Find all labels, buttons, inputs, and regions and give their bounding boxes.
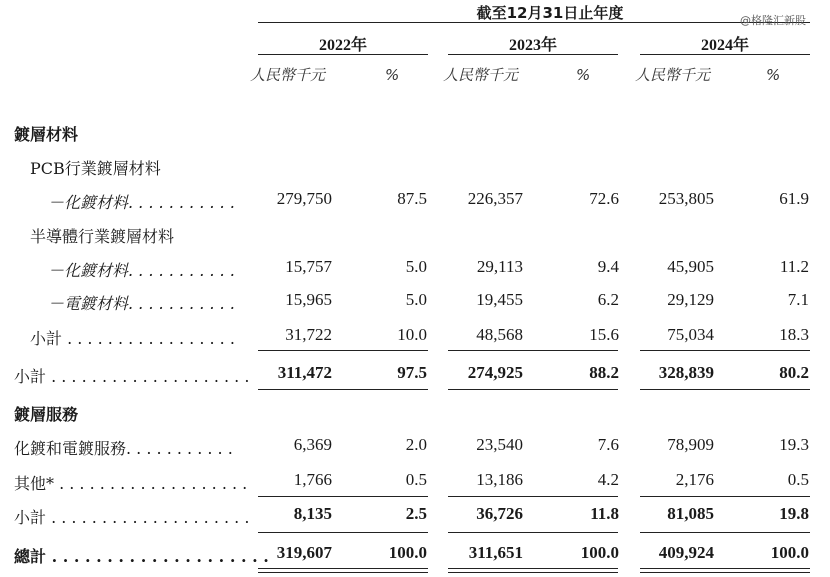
rule-above-total-2022	[258, 532, 428, 533]
value-2023-pct: 11.8	[590, 504, 619, 523]
value-2023-pct: 15.6	[589, 325, 619, 344]
value-2022-pct: 2.0	[405, 435, 427, 454]
row-label: 其他* . . . . . . . . . . . . . . . . . . .	[14, 474, 248, 493]
value-2024-rmb: 29,129	[667, 290, 714, 309]
value-2023-rmb: 29,113	[476, 257, 523, 276]
value-2023-rmb: 36,726	[476, 504, 523, 523]
row-label: 化鍍和電鍍服務. . . . . . . . . . .	[14, 439, 233, 458]
period-rule	[258, 22, 810, 23]
value-2024-pct: 0.5	[787, 470, 809, 489]
rule-under-inner-subtotal-2024	[640, 350, 810, 351]
value-2022-pct: 5.0	[405, 290, 427, 309]
value-2024-pct: 19.3	[779, 435, 809, 454]
value-2023-pct: 88.2	[589, 363, 619, 382]
row-label: －化鍍材料. . . . . . . . . . .	[48, 261, 235, 280]
row-label: 小計 . . . . . . . . . . . . . . . . . . . .	[14, 367, 250, 386]
rule-above-subtotal-2-2022	[258, 496, 428, 497]
period-header: 截至12月31日止年度	[476, 4, 624, 22]
row-label: PCB行業鍍層材料	[30, 159, 161, 178]
value-2024-pct: 100.0	[770, 543, 809, 562]
double-rule-top-2024	[640, 568, 810, 569]
value-2022-rmb: 6,369	[293, 435, 332, 454]
value-2022-pct: 87.5	[397, 189, 427, 208]
value-2024-rmb: 253,805	[658, 189, 714, 208]
double-rule-bottom-2023	[448, 572, 618, 573]
double-rule-top-2023	[448, 568, 618, 569]
row-label: 鍍層材料	[14, 125, 79, 144]
rule-above-subtotal-2-2024	[640, 496, 810, 497]
value-2023-pct: 4.2	[597, 470, 619, 489]
year-2024: 2024年	[700, 37, 749, 54]
value-2022-rmb: 15,757	[285, 257, 332, 276]
value-2022-rmb: 311,472	[277, 363, 332, 382]
value-2023-rmb: 48,568	[476, 325, 523, 344]
value-2024-rmb: 45,905	[667, 257, 714, 276]
value-2023-rmb: 274,925	[467, 363, 523, 382]
unit-rmb-2023: 人民幣千元	[443, 66, 519, 84]
value-2022-pct: 10.0	[397, 325, 427, 344]
value-2022-pct: 5.0	[405, 257, 427, 276]
row-label: 鍍層服務	[14, 405, 79, 424]
row-label: －電鍍材料. . . . . . . . . . .	[48, 294, 235, 313]
value-2022-pct: 2.5	[405, 504, 427, 523]
double-rule-top-2022	[258, 568, 428, 569]
value-2023-rmb: 19,455	[476, 290, 523, 309]
value-2024-rmb: 78,909	[667, 435, 714, 454]
double-rule-bottom-2022	[258, 572, 428, 573]
row-label: 小計 . . . . . . . . . . . . . . . . . . . .	[14, 508, 250, 527]
year-rule-2024	[640, 54, 810, 55]
value-2023-pct: 72.6	[589, 189, 619, 208]
value-2024-rmb: 2,176	[675, 470, 714, 489]
rule-above-subtotal-2-2023	[448, 496, 618, 497]
unit-rmb-2022: 人民幣千元	[250, 66, 326, 84]
double-rule-bottom-2024	[640, 572, 810, 573]
rule-above-total-2023	[448, 532, 618, 533]
rule-under-inner-subtotal-2022	[258, 350, 428, 351]
value-2024-pct: 11.2	[779, 257, 809, 276]
value-2023-rmb: 23,540	[476, 435, 523, 454]
value-2022-pct: 0.5	[405, 470, 427, 489]
rule-under-inner-subtotal-2023	[448, 350, 618, 351]
value-2024-pct: 7.1	[787, 290, 809, 309]
value-2023-pct: 9.4	[597, 257, 619, 276]
value-2022-pct: 97.5	[397, 363, 427, 382]
rule-under-subtotal-1-2022	[258, 389, 428, 390]
unit-rmb-2024: 人民幣千元	[635, 66, 711, 84]
value-2023-rmb: 13,186	[476, 470, 523, 489]
value-2022-rmb: 31,722	[285, 325, 332, 344]
row-label: －化鍍材料. . . . . . . . . . .	[48, 193, 235, 212]
value-2024-rmb: 75,034	[667, 325, 714, 344]
rule-above-total-2024	[640, 532, 810, 533]
value-2023-pct: 6.2	[597, 290, 619, 309]
row-label: 總計 . . . . . . . . . . . . . . . . . . . .	[14, 547, 269, 566]
value-2024-rmb: 81,085	[667, 504, 714, 523]
value-2024-rmb: 409,924	[658, 543, 714, 562]
value-2024-pct: 19.8	[779, 504, 809, 523]
value-2024-pct: 80.2	[779, 363, 809, 382]
year-rule-2022	[258, 54, 428, 55]
value-2023-pct: 100.0	[580, 543, 619, 562]
value-2024-rmb: 328,839	[658, 363, 714, 382]
value-2024-pct: 61.9	[779, 189, 809, 208]
year-2022: 2022年	[318, 37, 367, 54]
rule-under-subtotal-1-2023	[448, 389, 618, 390]
value-2022-rmb: 1,766	[293, 470, 332, 489]
rule-under-subtotal-1-2024	[640, 389, 810, 390]
year-rule-2023	[448, 54, 618, 55]
unit-pct-2024: %	[766, 66, 781, 84]
value-2024-pct: 18.3	[779, 325, 809, 344]
value-2022-rmb: 319,607	[276, 543, 332, 562]
unit-pct-2022: %	[385, 66, 400, 84]
row-label: 半導體行業鍍層材料	[30, 227, 175, 246]
watermark: @格隆汇新股	[740, 14, 806, 27]
value-2022-pct: 100.0	[388, 543, 427, 562]
value-2022-rmb: 279,750	[276, 189, 332, 208]
value-2022-rmb: 8,135	[293, 504, 332, 523]
value-2023-pct: 7.6	[597, 435, 619, 454]
value-2022-rmb: 15,965	[285, 290, 332, 309]
value-2023-rmb: 311,651	[468, 543, 523, 562]
row-label: 小計 . . . . . . . . . . . . . . . . .	[30, 329, 235, 348]
year-2023: 2023年	[508, 37, 557, 54]
unit-pct-2023: %	[576, 66, 591, 84]
value-2023-rmb: 226,357	[467, 189, 523, 208]
